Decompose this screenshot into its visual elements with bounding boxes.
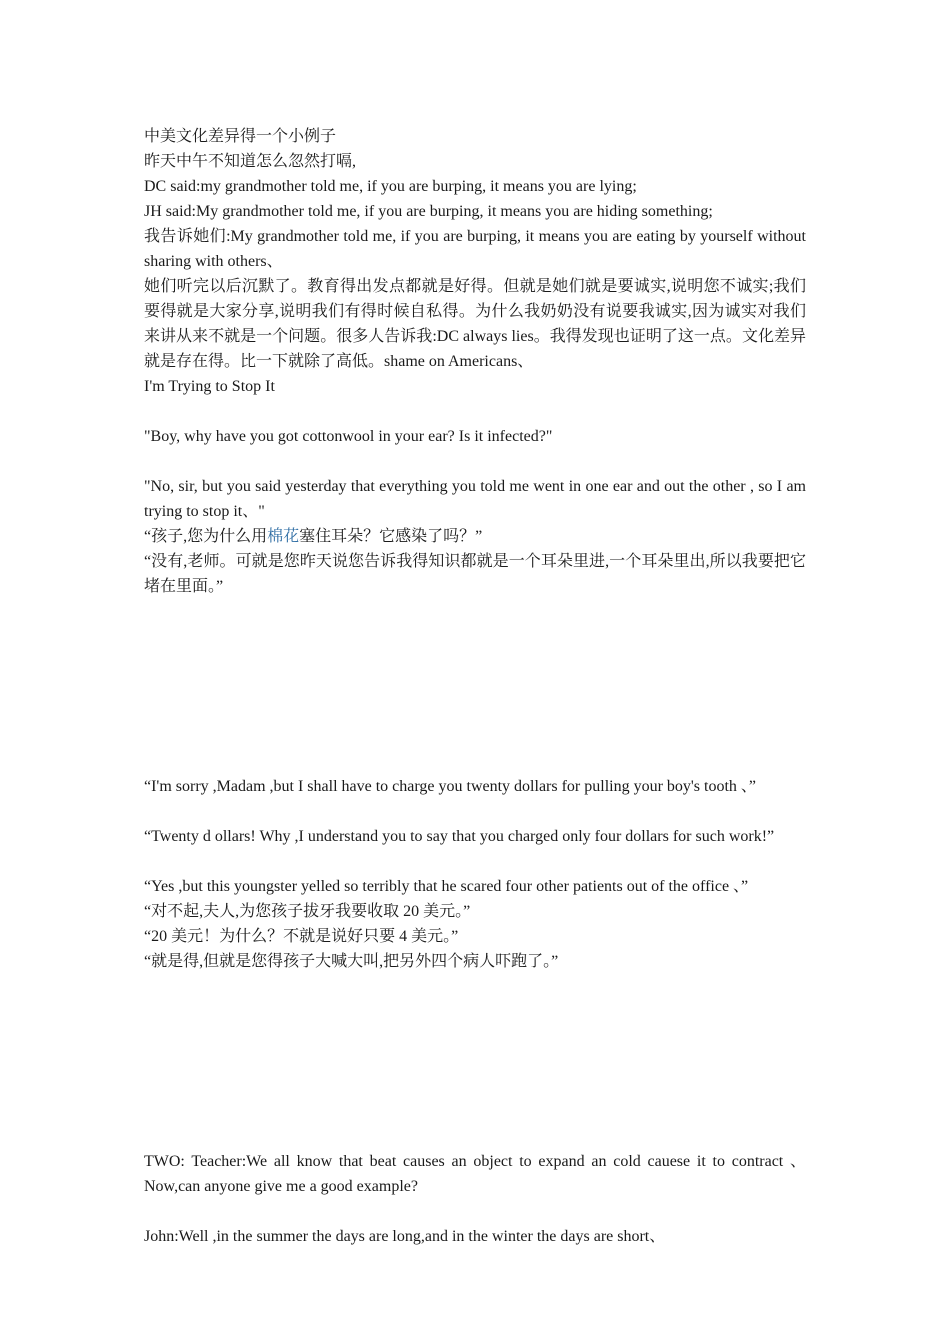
dialogue-line-cn: “没有,老师。可就是您昨天说您告诉我得知识都就是一个耳朵里进,一个耳朵里出,所以我要把它堵在里面。” bbox=[144, 553, 806, 595]
dialogue-line: "No, sir, but you said yesterday that everything you told me went in one ear and out the other , so I am trying to stop it、" bbox=[144, 478, 806, 520]
paragraph: DC said:my grandmother told me, if you are burping, it means you are lying; bbox=[144, 178, 637, 195]
dialogue-line: “I'm sorry ,Madam ,but I shall have to charge you twenty dollars for pulling your boy's tooth 、” bbox=[144, 778, 757, 795]
spacer bbox=[144, 799, 806, 824]
cottonwool-link[interactable]: 棉花 bbox=[267, 528, 300, 545]
dialogue-line-cn: “就是得,但就是您得孩子大喊大叫,把另外四个病人吓跑了。” bbox=[144, 953, 559, 970]
paragraph: 她们听完以后沉默了。教育得出发点都就是好得。但就是她们就是要诚实,说明您不诚实;我们要得就是大家分享,说明我们有得时候自私得。为什么我奶奶没有说要我诚实,因为诚实对我们来讲从来不就是一个问题。很多人告诉我:DC always lies。我得发现也证明了这一点。文化差异就是存在得。比一下就除了高低。shame on Americans、 bbox=[144, 278, 806, 370]
document-page bbox=[144, 124, 806, 1249]
dialogue-line: “Yes ,but this youngster yelled so terribly that he scared four other patients out of the office 、” bbox=[144, 878, 749, 895]
dialogue-line-cn: “20 美元！为什么？不就是说好只要 4 美元。” bbox=[144, 928, 459, 945]
dialogue-line: TWO: Teacher:We all know that beat causes an object to expand an cold cauese it to contract 、Now,can anyone give me a good example? bbox=[144, 1153, 806, 1195]
spacer bbox=[144, 599, 806, 774]
paragraph: 我告诉她们:My grandmother told me, if you are burping, it means you are eating by yourself without sharing with others、 bbox=[144, 228, 806, 270]
spacer bbox=[144, 974, 806, 1149]
paragraph: 昨天中午不知道怎么忽然打嗝, bbox=[144, 153, 357, 170]
paragraph: JH said:My grandmother told me, if you are burping, it means you are hiding something; bbox=[144, 203, 713, 220]
spacer bbox=[144, 1199, 806, 1224]
spacer bbox=[144, 399, 806, 424]
dialogue-line-cn: “对不起,夫人,为您孩子拔牙我要收取 20 美元。” bbox=[144, 903, 471, 920]
dialogue-line: "Boy, why have you got cottonwool in your ear? Is it infected?" bbox=[144, 428, 553, 445]
dialogue-line-cn bbox=[144, 524, 806, 549]
section-title: 中美文化差异得一个小例子 bbox=[144, 128, 337, 145]
joke-title: I'm Trying to Stop It bbox=[144, 378, 275, 395]
dialogue-line: “Twenty d ollars! Why ,I understand you to say that you charged only four dollars for such work!” bbox=[144, 828, 775, 845]
text-span: “孩子,您为什么用 bbox=[144, 528, 268, 545]
dialogue-line: John:Well ,in the summer the days are long,and in the winter the days are short、 bbox=[144, 1228, 666, 1245]
spacer bbox=[144, 449, 806, 474]
text-span: 塞住耳朵？它感染了吗？” bbox=[299, 528, 483, 545]
spacer bbox=[144, 849, 806, 874]
